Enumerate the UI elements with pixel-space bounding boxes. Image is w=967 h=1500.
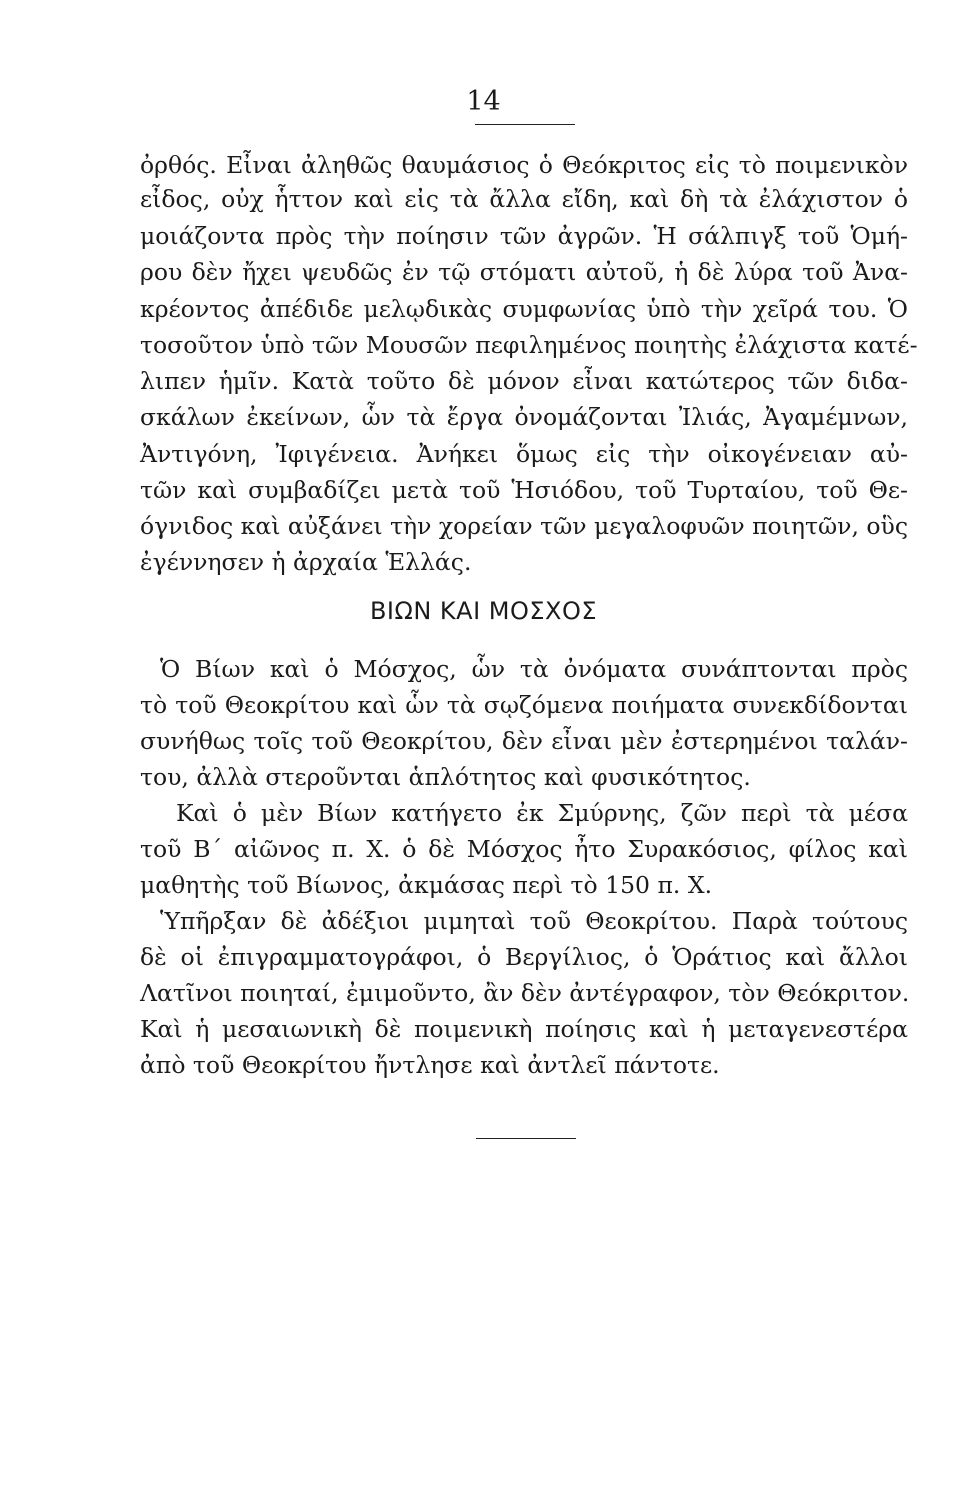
text-line: κρέοντος ἀπέδιδε μελῳδικὰς συμφωνίας ὑπὸ τὴν χεῖρά του. Ὁ — [140, 295, 908, 323]
text-line: τοῦ Β΄ αἰῶνος π. Χ. ὁ δὲ Μόσχος ἦτο Συρακόσιος, φίλος καὶ — [140, 835, 908, 863]
text-line: ἐγέννησεν ἡ ἀρχαία Ἑλλάς. — [140, 548, 472, 576]
text-line: του, ἀλλὰ στεροῦνται ἁπλότητος καὶ φυσικότητος. — [140, 763, 751, 791]
text-line: Ἀντιγόνη, Ἰφιγένεια. Ἀνήκει ὅμως εἰς τὴν οἰκογένειαν αὐ- — [140, 440, 908, 468]
text-line: μαθητὴς τοῦ Βίωνος, ἀκμάσας περὶ τὸ 150 π. Χ. — [140, 871, 713, 899]
section-end-rule — [476, 1138, 576, 1139]
text-line: συνήθως τοῖς τοῦ Θεοκρίτου, δὲν εἶναι μὲν ἐστερημένοι ταλάν- — [140, 727, 908, 755]
text-line: εἶδος, οὐχ ἧττον καὶ εἰς τὰ ἄλλα εἴδη, καὶ δὴ τὰ ἐλάχιστον ὁ — [140, 185, 908, 213]
text-line: όγνιδος καὶ αὐξάνει τὴν χορείαν τῶν μεγαλοφυῶν ποιητῶν, οὓς — [140, 512, 908, 540]
text-line: Καὶ ἡ μεσαιωνικὴ δὲ ποιμενικὴ ποίησις καὶ ἡ μεταγενεστέρα — [140, 1015, 908, 1043]
text-line: τοσοῦτον ὑπὸ τῶν Μουσῶν πεφιλημένος ποιητὴς ἐλάχιστα κατέ- — [140, 331, 918, 359]
text-line: λιπεν ἡμῖν. Κατὰ τοῦτο δὲ μόνον εἶναι κατώτερος τῶν διδα- — [140, 367, 908, 395]
text-line: ὀρθός. Εἶναι ἀληθῶς θαυμάσιος ὁ Θεόκριτος εἰς τὸ ποιμενικὸν — [140, 151, 908, 179]
text-line: Λατῖνοι ποιηταί, ἐμιμοῦντο, ἂν δὲν ἀντέγραφον, τὸν Θεόκριτον. — [140, 979, 910, 1007]
text-line: σκάλων ἐκείνων, ὧν τὰ ἔργα ὀνομάζονται Ἰλιάς, Ἀγαμέμνων, — [140, 403, 908, 431]
text-line: τῶν καὶ συμβαδίζει μετὰ τοῦ Ἡσιόδου, τοῦ Τυρταίου, τοῦ Θε- — [140, 476, 908, 504]
text-line: μοιάζοντα πρὸς τὴν ποίησιν τῶν ἀγρῶν. Ἡ σάλπιγξ τοῦ Ὁμή- — [140, 222, 908, 250]
text-line: τὸ τοῦ Θεοκρίτου καὶ ὧν τὰ σῳζόμενα ποιήματα συνεκδίδονται — [140, 691, 908, 719]
text-line: Ὑπῆρξαν δὲ ἀδέξιοι μιμηταὶ τοῦ Θεοκρίτου. Παρὰ τούτους — [160, 907, 908, 935]
page-number-rule — [475, 124, 575, 125]
text-line: ρου δὲν ἤχει ψευδῶς ἐν τῷ στόματι αὐτοῦ, ἡ δὲ λύρα τοῦ Ἀνα- — [140, 258, 908, 286]
text-line: Καὶ ὁ μὲν Βίων κατήγετο ἐκ Σμύρνης, ζῶν περὶ τὰ μέσα — [176, 799, 908, 827]
section-heading: ΒΙΩΝ ΚΑΙ ΜΟΣΧΟΣ — [369, 597, 598, 625]
text-line: ἀπὸ τοῦ Θεοκρίτου ἤντλησε καὶ ἀντλεῖ πάντοτε. — [140, 1051, 720, 1079]
text-line: Ὁ Βίων καὶ ὁ Μόσχος, ὧν τὰ ὀνόματα συνάπτονται πρὸς — [160, 655, 908, 683]
text-line: δὲ οἱ ἐπιγραμματογράφοι, ὁ Βεργίλιος, ὁ Ὁράτιος καὶ ἄλλοι — [140, 943, 908, 971]
page-number: 14 — [466, 86, 501, 117]
